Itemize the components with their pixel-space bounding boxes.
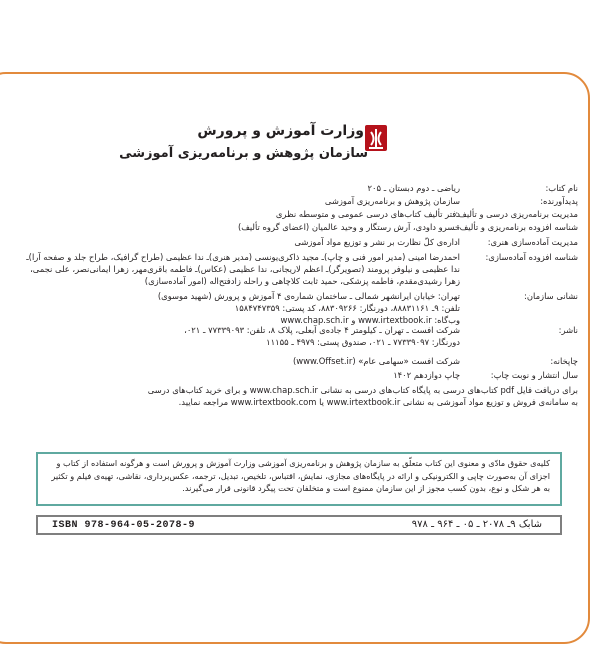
info-value bbox=[10, 324, 460, 348]
isbn-latin: ISBN 978-964-05-2078-9 bbox=[52, 520, 196, 531]
info-label: مدیریت آماده‌سازی هنری: bbox=[487, 237, 578, 247]
info-label: سال انتشار و نوبت چاپ: bbox=[490, 370, 578, 380]
info-value bbox=[10, 369, 460, 381]
info-value bbox=[10, 355, 460, 367]
info-value bbox=[10, 182, 460, 194]
info-value bbox=[10, 236, 460, 248]
info-value-line: شرکت افست «سهامی عام» (www.Offset.ir) bbox=[293, 356, 460, 366]
info-value bbox=[10, 290, 460, 326]
info-value-line: چاپ دوازدهم ۱۴۰۲ bbox=[393, 370, 460, 380]
info-value-line: شرکت افست ـ تهران ـ کیلومتر ۴ جاده‌ی آبعلی، پلاک ۸، تلفن: ۷۷۳۳۹۰۹۳ ـ ۰۲۱، bbox=[184, 325, 460, 335]
info-label: شناسه افزوده آماده‌سازی: bbox=[485, 252, 578, 262]
download-note-line: به سامانه‌ی فروش و توزیع مواد آموزشی به نشانی www.irtextbook.ir یا www.irtextbook.com مراجعه نمایید. bbox=[178, 397, 578, 407]
copyright-line: به هر شکل و نوع، بدون کسب مجوز از این سازمان ممنوع است و متخلفان تحت پیگرد قانونی قرار می‌گیرند. bbox=[182, 483, 550, 493]
info-value-line: سازمان پژوهش و برنامه‌ریزی آموزشی bbox=[324, 196, 460, 206]
info-value-line: تهران: خیابان ایرانشهر شمالی ـ ساختمان شماره‌ی ۴ آموزش و پرورش (شهید موسوی) bbox=[157, 291, 460, 301]
organization-name: سازمان پژوهش و برنامه‌ریزی آموزشی bbox=[119, 146, 368, 161]
info-value bbox=[10, 221, 460, 233]
info-label: نام کتاب: bbox=[545, 183, 578, 193]
info-value-line: تلفن: ۹ـ ۸۸۸۳۱۱۶۱، دورنگار: ۸۸۳۰۹۲۶۶، کد پستی: ۱۵۸۴۷۴۷۳۵۹ bbox=[234, 303, 460, 313]
info-label: شناسه افزوده برنامه‌ریزی و تألیف: bbox=[456, 222, 578, 232]
download-note-line: برای دریافت فایل pdf کتاب‌های درسی به پایگاه کتاب‌های درسی به نشانی www.chap.sch.ir و برای خرید کتاب‌های درسی bbox=[147, 385, 578, 395]
info-label: ناشر: bbox=[558, 325, 578, 335]
info-value-line: ریاضی ـ دوم دبستان ـ ۲۰۵ bbox=[367, 183, 460, 193]
info-value bbox=[10, 208, 460, 220]
info-value-line: اداره‌ی کلّ نظارت بر نشر و توزیع مواد آموزشی bbox=[294, 237, 460, 247]
isbn-box bbox=[36, 515, 562, 535]
info-value-line: احمدرضا امینی (مدیر امور فنی و چاپ)ـ مجید ذاکری‌یونسی (مدیر هنری)ـ ندا عظیمی (طراح گرافیک، طراح جلد و صفحه آرا)ـ bbox=[26, 252, 460, 262]
download-note bbox=[10, 384, 578, 408]
info-value-line: دفتر تألیف کتاب‌های درسی عمومی و متوسطه نظری bbox=[275, 209, 460, 219]
isbn-persian: شابک ۹ـ ۲۰۷۸ ـ ۰۵ ـ ۹۶۴ ـ ۹۷۸ bbox=[411, 519, 542, 530]
info-label: چاپخانه: bbox=[550, 356, 578, 366]
info-value-line: زهرا رشیدی‌مقدم، فاطمه پزشکی، حمید ثابت کلاچاهی و راحله زادفتح‌اله (امور آماده‌سازی) bbox=[144, 276, 460, 286]
info-value-line: وب‌گاه: www.irtextbook.ir و www.chap.sch.ir bbox=[280, 315, 460, 325]
ministry-name: وزارت آموزش و پرورش bbox=[197, 123, 364, 139]
copyright-line: اجزای آن به‌صورت چاپی و الکترونیکی و ارائه در پایگاه‌های مجازی، نمایش، اقتباس، تلخیص، تبدیل، ترجمه، عکس‌برداری، نقاشی، تهیه‌ی فیلم و تکثیر bbox=[51, 470, 550, 481]
info-value bbox=[10, 251, 460, 287]
info-label: نشانی سازمان: bbox=[524, 291, 578, 301]
copyright-line: کلیه‌ی حقوق مادّی و معنوی این کتاب متعلّق به سازمان پژوهش و برنامه‌ریزی آموزشی وزارت آموزش و پرورش است و هرگونه استفاده از کتاب و bbox=[56, 458, 550, 468]
info-value-line: ندا عظیمی و نیلوفر پرومند (تصویرگر)ـ اعظم لاریجانی، ندا عظیمی (عکاس)ـ فاطمه باقری‌مهر، زهرا ایمانی‌نصر، علی نجمی، bbox=[30, 264, 460, 274]
info-label: مدیریت برنامه‌ریزی درسی و تألیف: bbox=[455, 209, 578, 219]
info-value-line: خسرو داودی، آرش رستگار و وحید عالمیان (اعضای گروه تألیف) bbox=[237, 222, 460, 232]
copyright-notice bbox=[36, 452, 562, 506]
info-label: پدیدآورنده: bbox=[540, 196, 578, 206]
info-value-line: دورنگار: ۷۷۳۳۹۰۹۷ ـ ۰۲۱، صندوق پستی: ۴۹۷۹ ـ ۱۱۱۵۵ bbox=[266, 337, 460, 347]
info-value bbox=[10, 195, 460, 207]
